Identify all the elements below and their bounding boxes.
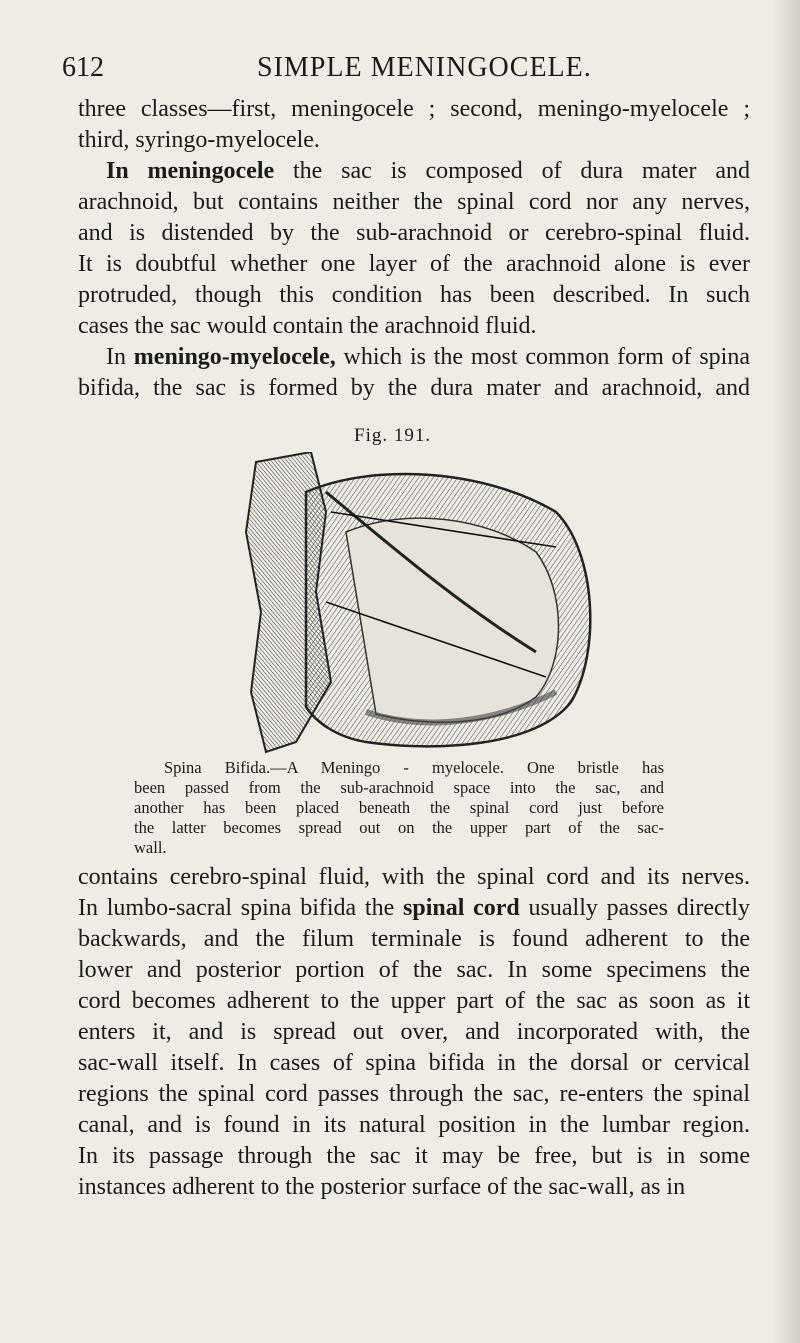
text-run: In lumbo-sacral spina bifida the <box>78 895 403 921</box>
text-run: usually passes directly <box>519 895 750 921</box>
caption-line: Spina Bifida.—A Meningo - myelocele. One bristle has <box>164 758 664 777</box>
text-line: canal, and is found in its natural position in the lumbar region. <box>78 1112 750 1138</box>
text-line: bifida, the sac is formed by the dura mater and arachnoid, and <box>78 375 750 401</box>
text-run: In <box>106 344 134 370</box>
text-line: backwards, and the filum terminale is found adherent to the <box>78 926 750 952</box>
page-edge-shadow <box>772 0 800 1343</box>
text-line: and is distended by the sub-arachnoid or cerebro-spinal fluid. <box>78 220 750 246</box>
text-line: cord becomes adherent to the upper part of the sac as soon as it <box>78 988 750 1014</box>
figure-label: Fig. 191. <box>354 425 432 446</box>
text-line: regions the spinal cord passes through the sac, re-enters the spinal <box>78 1081 750 1107</box>
term-spinal-cord: spinal cord <box>403 895 520 921</box>
text-line: three classes—first, meningocele ; second, meningo-myelocele ; <box>78 96 750 122</box>
term-meningo-myelocele: meningo-myelocele, <box>133 344 336 370</box>
spina-bifida-illustration <box>236 452 608 758</box>
paragraph-cord-course <box>78 862 750 1203</box>
page-number: 612 <box>62 52 104 83</box>
figure-caption <box>134 758 664 858</box>
caption-line: been passed from the sub-arachnoid space into the sac, and <box>134 778 664 797</box>
running-head: SIMPLE MENINGOCELE. <box>257 52 592 83</box>
text-run: the sac is composed of dura mater and <box>274 158 750 184</box>
paragraph-meningocele <box>78 156 750 342</box>
page-header <box>62 52 762 92</box>
text-line: sac-wall itself. In cases of spina bifida in the dorsal or cervical <box>78 1050 750 1076</box>
text-line: protruded, though this condition has been described. In such <box>78 282 750 308</box>
caption-line: another has been placed beneath the spinal cord just before <box>134 798 664 817</box>
text-line: instances adherent to the posterior surface of the sac-wall, as in <box>78 1174 686 1200</box>
text-line: contains cerebro-spinal fluid, with the spinal cord and its nerves. <box>78 864 750 890</box>
text-line: arachnoid, but contains neither the spinal cord nor any nerves, <box>78 189 750 215</box>
text-line <box>78 156 750 187</box>
term-meningocele: In meningocele <box>106 158 275 184</box>
text-run: which is the most common form of spina <box>335 344 751 370</box>
text-line: third, syringo-myelocele. <box>78 127 320 153</box>
text-line: lower and posterior portion of the sac. In some specimens the <box>78 957 750 983</box>
caption-line: wall. <box>134 838 167 857</box>
text-line <box>78 893 750 924</box>
text-line: In its passage through the sac it may be free, but is in some <box>78 1143 750 1169</box>
paragraph-classes <box>78 94 750 156</box>
caption-line: the latter becomes spread out on the upper part of the sac- <box>134 818 664 837</box>
text-line: cases the sac would contain the arachnoid fluid. <box>78 313 537 339</box>
text-line <box>78 342 750 373</box>
text-line: It is doubtful whether one layer of the arachnoid alone is ever <box>78 251 750 277</box>
text-line: enters it, and is spread out over, and incorporated with, the <box>78 1019 750 1045</box>
paragraph-meningo-myelocele <box>78 342 750 404</box>
